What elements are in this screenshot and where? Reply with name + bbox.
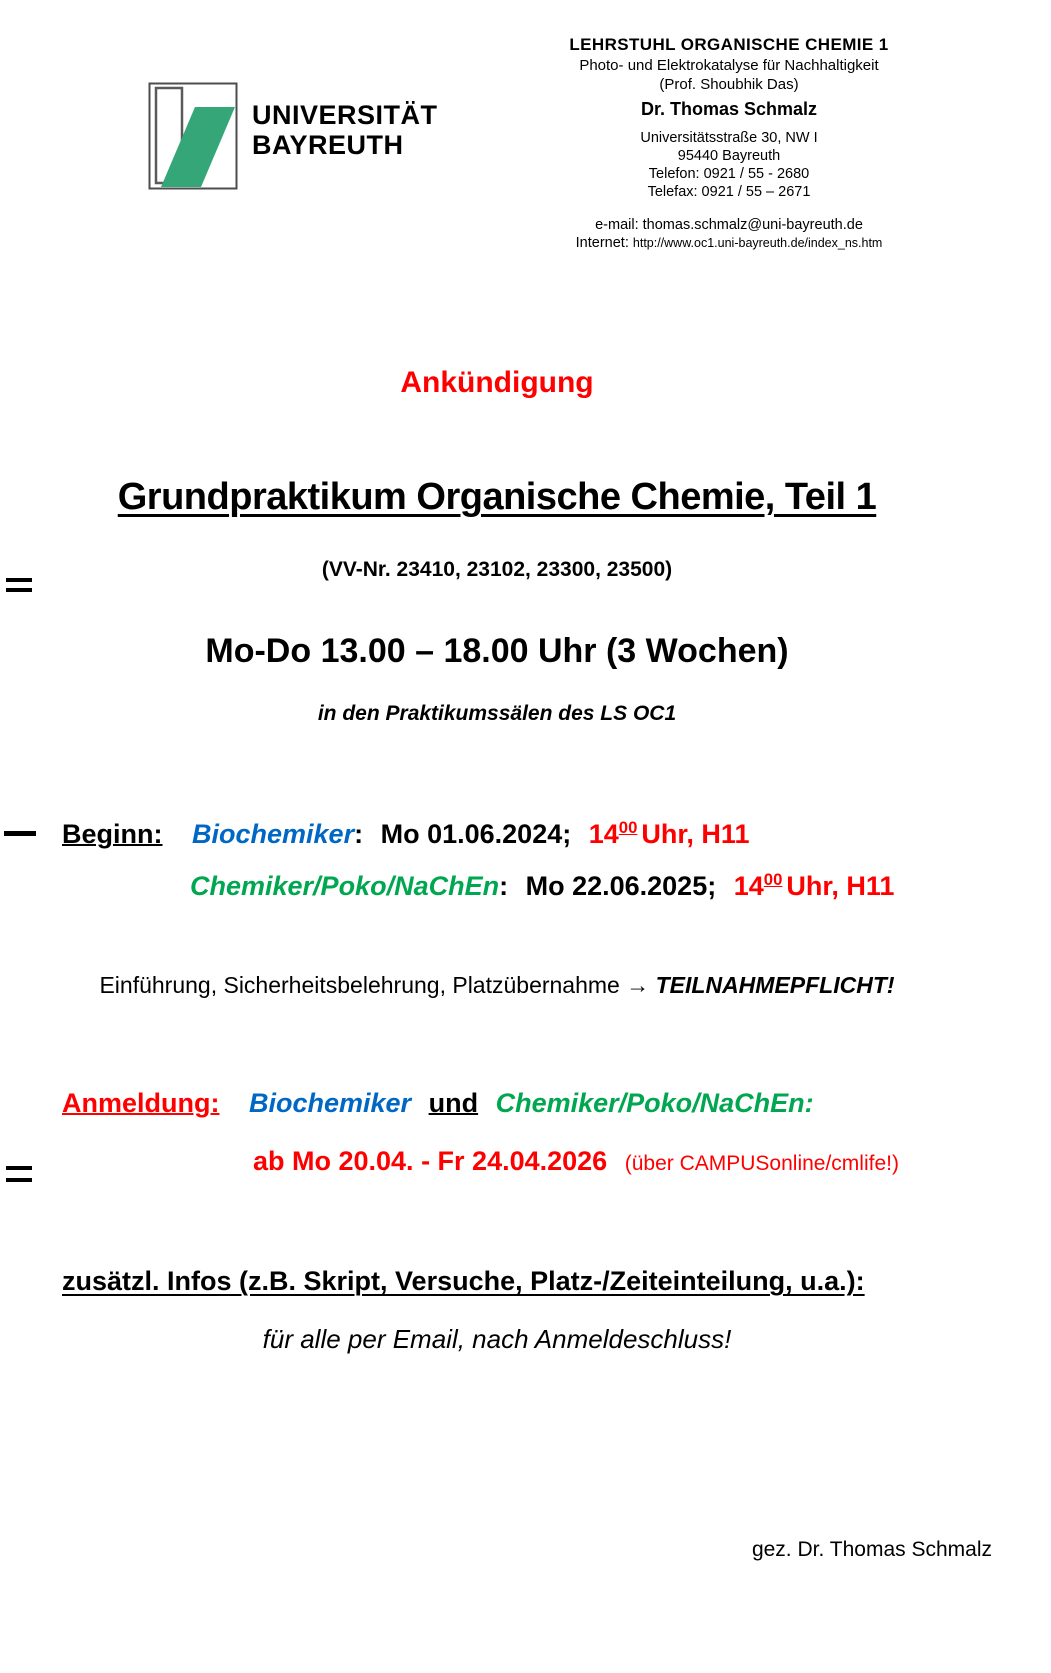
contact-phone: Telefon: 0921 / 55 - 2680 [648,166,810,183]
wordmark-line1: UNIVERSITÄT [252,100,438,130]
contact-email: e-mail: thomas.schmalz@uni-bayreuth.de [595,217,863,234]
participation-note [62,972,932,999]
internet-url: http://www.oc1.uni-bayreuth.de/index_ns.htm [632,236,883,251]
announcement-kicker: Ankündigung [400,366,594,399]
anmeldung-label: Anmeldung: [62,1088,220,1118]
beginn-time-chemiker: $14^{00}$ Uhr, H11 [733,870,895,901]
address-city: 95440 Bayreuth [677,148,781,165]
course-schedule: Mo-Do 13.00 – 18.00 Uhr (3 Wochen) [205,632,789,670]
contact-fax: Telefax: 0921 / 55 – 2671 [647,184,811,201]
beginn-time-biochemiker: $14^{00}$ Uhr, H11 [588,818,750,849]
colon: : [804,1088,814,1118]
arrow-icon: → [626,972,650,998]
fold-mark [6,1178,32,1182]
group-chemiker: Chemiker/Poko/NaChEn [190,871,500,901]
infos-detail: für alle per Email, nach Anmeldeschluss! [262,1324,732,1354]
colon: : [499,871,509,901]
registration-period-row [253,1146,899,1177]
time-superscript: 00 [618,818,638,837]
registration-period: ab Mo 20.04. - Fr 24.04.2026 [253,1146,608,1176]
anmeldung-row [62,1088,814,1119]
note-emphasis: TEILNAHMEPFLICHT! [655,972,895,998]
beginn-date-biochemiker: Mo 01.06.2024; [380,819,572,849]
registration-period-note: (über CAMPUSonline/cmlife!) [624,1152,899,1175]
conjunction: und [428,1088,479,1118]
chair-professor: (Prof. Shoubhik Das) [659,76,799,93]
beginn-label: Beginn: [62,819,163,849]
fold-mark [6,588,32,592]
fold-mark [6,1166,32,1170]
group-biochemiker: Biochemiker [249,1088,412,1118]
wordmark-line2: BAYREUTH [252,130,404,161]
course-title: Grundpraktikum Organische Chemie, Teil 1 [117,476,877,518]
beginn-row-chemiker [190,870,894,902]
internet-label: Internet: [575,235,629,252]
signature: gez. Dr. Thomas Schmalz [751,1538,992,1561]
chair-name: LEHRSTUHL ORGANISCHE CHEMIE 1 [569,35,889,54]
course-numbers: (VV-Nr. 23410, 23102, 23300, 23500) [321,558,673,581]
group-chemiker: Chemiker/Poko/NaChEn: [495,1088,814,1118]
beginn-date-chemiker: Mo 22.06.2025; [525,871,717,901]
beginn-row-biochemiker [62,818,749,850]
fold-mark [6,578,32,582]
course-location: in den Praktikumssälen des LS OC1 [317,702,677,725]
note-text: Einführung, Sicherheitsbelehrung, Platzübernahme [99,972,620,998]
letter-body [62,0,992,1673]
address-street: Universitätsstraße 30, NW I [640,130,818,147]
contact-person: Dr. Thomas Schmalz [640,98,818,119]
infos-heading: zusätzl. Infos (z.B. Skript, Versuche, Platz-/Zeiteinteilung, u.a.): [62,1266,865,1296]
colon: : [354,819,364,849]
time-superscript: 00 [763,870,783,889]
group-biochemiker: Biochemiker [192,819,355,849]
punch-mark [4,831,36,836]
chair-department: Photo- und Elektrokatalyse für Nachhaltigkeit [579,57,879,75]
